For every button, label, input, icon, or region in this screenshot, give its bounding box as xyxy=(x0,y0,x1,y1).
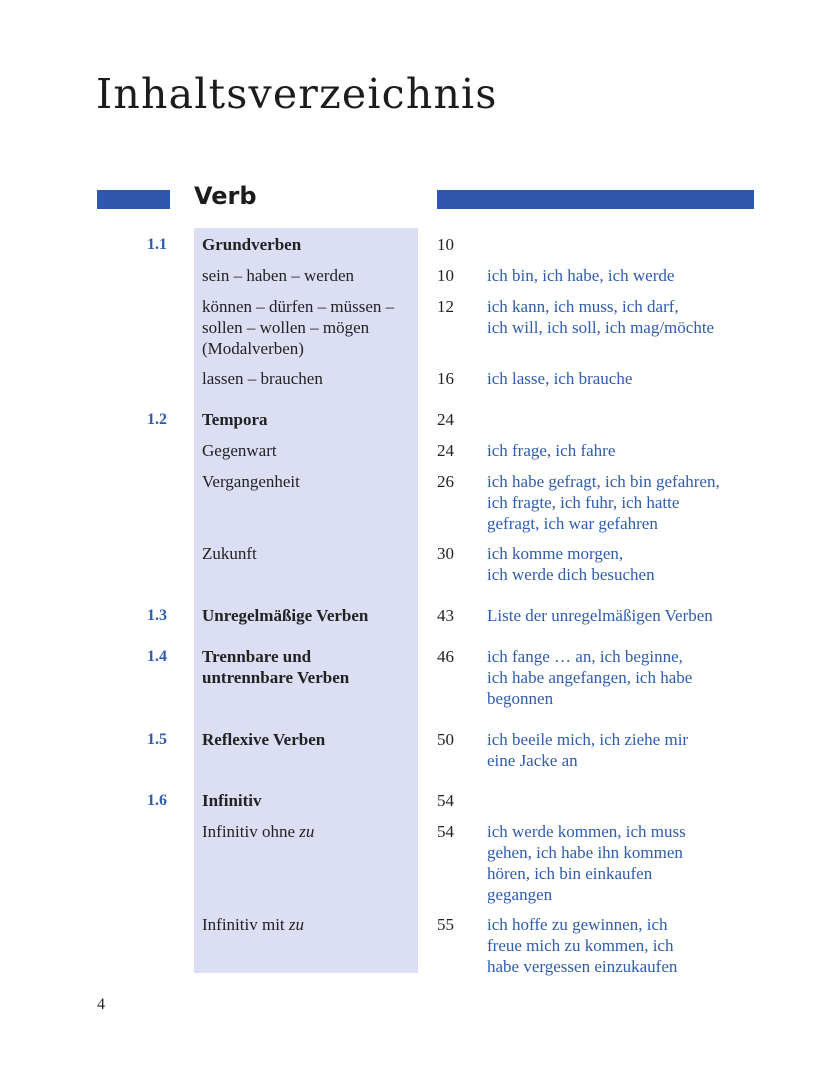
toc-row-topic: können – dürfen – müssen – sollen – wollen – mögen (Modalverben) xyxy=(202,297,395,358)
toc-row-page: 26 xyxy=(437,472,454,491)
toc-row-examples: ich habe gefragt, ich bin gefahren, ich fragte, ich fuhr, ich hatte gefragt, ich war gefahren xyxy=(487,472,720,533)
toc-row-page: 50 xyxy=(437,730,454,749)
toc-row-topic: Vergangenheit xyxy=(202,472,300,491)
toc-row-number: 1.5 xyxy=(147,731,167,748)
toc-row-examples: ich frage, ich fahre xyxy=(487,441,616,460)
toc-row-examples: ich lasse, ich brauche xyxy=(487,369,633,388)
toc-row-examples: Liste der unregelmäßigen Verben xyxy=(487,606,713,625)
toc-row-number: 1.1 xyxy=(147,236,167,253)
section-bar-left xyxy=(97,190,170,209)
toc-row-examples: ich beeile mich, ich ziehe mir eine Jacke an xyxy=(487,730,689,770)
toc-row-page: 30 xyxy=(437,544,454,563)
toc-row-page: 12 xyxy=(437,297,454,316)
toc-row-page: 46 xyxy=(437,647,454,666)
toc-row-examples: ich kann, ich muss, ich darf, ich will, ich soll, ich mag/möchte xyxy=(487,297,715,337)
toc-row-examples: ich hoffe zu gewinnen, ich freue mich zu kommen, ich habe vergessen einzukaufen xyxy=(487,915,678,976)
toc-row-examples: ich werde kommen, ich muss gehen, ich habe ihn kommen hören, ich bin einkaufen gegangen xyxy=(487,822,686,904)
toc-row-number: 1.6 xyxy=(147,792,167,809)
toc-row-topic: Trennbare und untrennbare Verben xyxy=(202,647,350,687)
toc-row-topic: Grundverben xyxy=(202,235,302,254)
toc-row-page: 43 xyxy=(437,606,454,625)
toc-row-number: 1.4 xyxy=(147,648,167,665)
toc-row-topic: sein – haben – werden xyxy=(202,266,355,285)
toc-row-topic: Infinitiv ohne zu xyxy=(202,822,315,841)
toc-row-page: 16 xyxy=(437,369,454,388)
toc-row-topic: Reflexive Verben xyxy=(202,730,326,749)
toc-row-page: 10 xyxy=(437,266,454,285)
toc-row-topic: Tempora xyxy=(202,410,268,429)
toc-row-topic: Unregelmäßige Verben xyxy=(202,606,369,625)
toc-row-page: 24 xyxy=(437,410,454,429)
toc-row-page: 54 xyxy=(437,791,454,810)
toc-row-page: 24 xyxy=(437,441,454,460)
toc-row-topic: Gegenwart xyxy=(202,441,277,460)
toc-row-topic: Infinitiv mit zu xyxy=(202,915,305,934)
toc-row-number: 1.2 xyxy=(147,411,167,428)
toc-row-number: 1.3 xyxy=(147,607,167,624)
toc-row-topic: Infinitiv xyxy=(202,791,262,810)
toc-row-examples: ich fange … an, ich beginne, ich habe angefangen, ich habe begonnen xyxy=(487,647,693,708)
section-title: Verb xyxy=(194,182,257,210)
toc-row-page: 55 xyxy=(437,915,454,934)
toc-row-examples: ich komme morgen, ich werde dich besuchen xyxy=(487,544,655,584)
footer-page-number: 4 xyxy=(97,996,105,1013)
toc-row-page: 54 xyxy=(437,822,454,841)
section-bar-right xyxy=(437,190,754,209)
toc-row-topic: Zukunft xyxy=(202,544,257,563)
toc-row-page: 10 xyxy=(437,235,454,254)
page-title: Inhaltsverzeichnis xyxy=(96,70,498,118)
toc-row-topic: lassen – brauchen xyxy=(202,369,323,388)
toc-row-examples: ich bin, ich habe, ich werde xyxy=(487,266,675,285)
